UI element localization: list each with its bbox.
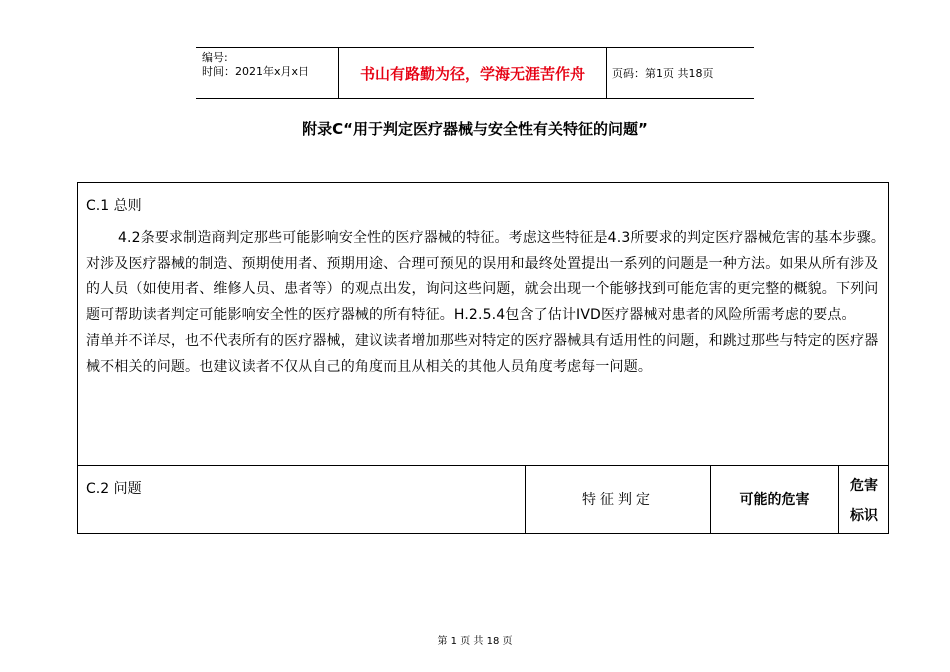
column-header-hazard-id-line2: 标识: [850, 508, 878, 524]
section-c1-heading: C.1 总则: [86, 198, 142, 214]
table-column-divider: [838, 465, 839, 533]
column-header-hazard-id-line1: 危害: [850, 478, 878, 494]
header-divider: [606, 48, 607, 98]
column-header-hazard-id: [840, 471, 888, 531]
section-c2-heading: C.2 问题: [86, 481, 142, 497]
document-time: 时间：2021年x月x日: [202, 65, 310, 78]
document-title: 附录C“用于判定医疗器械与安全性有关特征的问题”: [302, 120, 648, 138]
section-c1-paragraph-1: 4.2条要求制造商判定那些可能影响安全性的医疗器械的特征。考虑这些特征是4.3所要求的判定医疗器械危害的基本步骤。对涉及医疗器械的制造、预期使用者、预期用途、合理可预见的误用和最终处置提出一系列的问题是一种方法。如果从所有涉及的人员（如使用者、维修人员、患者等）的观点出发，询问这些问题，就会出现一个能够找到可能危害的更完整的概貌。下列问题可帮助读者判定可能影响安全性的医疗器械的所有特征。H.2.5.4包含了估计IVD医疗器械对患者的风险所需考虑的要点。: [86, 230, 886, 324]
header-page-info: 页码：第1页 共18页: [612, 67, 714, 80]
document-number-label: 编号:: [202, 51, 228, 64]
page-header: [196, 47, 754, 99]
page-footer: 第 1 页 共 18 页: [437, 636, 513, 647]
section-c1-paragraph-2: 清单并不详尽，也不代表所有的医疗器械，建议读者增加那些对特定的医疗器械具有适用性的问题，和跳过那些与特定的医疗器械不相关的问题。也建议读者不仅从自己的角度而且从相关的其他人员角度考虑每一问题。: [86, 332, 879, 375]
column-header-feature: 特征判定: [582, 492, 654, 508]
column-header-hazard: 可能的危害: [739, 492, 810, 508]
header-meta: [202, 51, 309, 79]
header-motto: 书山有路勤为径，学海无涯苦作舟: [359, 64, 585, 83]
section-c1-body: [86, 226, 886, 380]
main-table: [77, 182, 889, 534]
